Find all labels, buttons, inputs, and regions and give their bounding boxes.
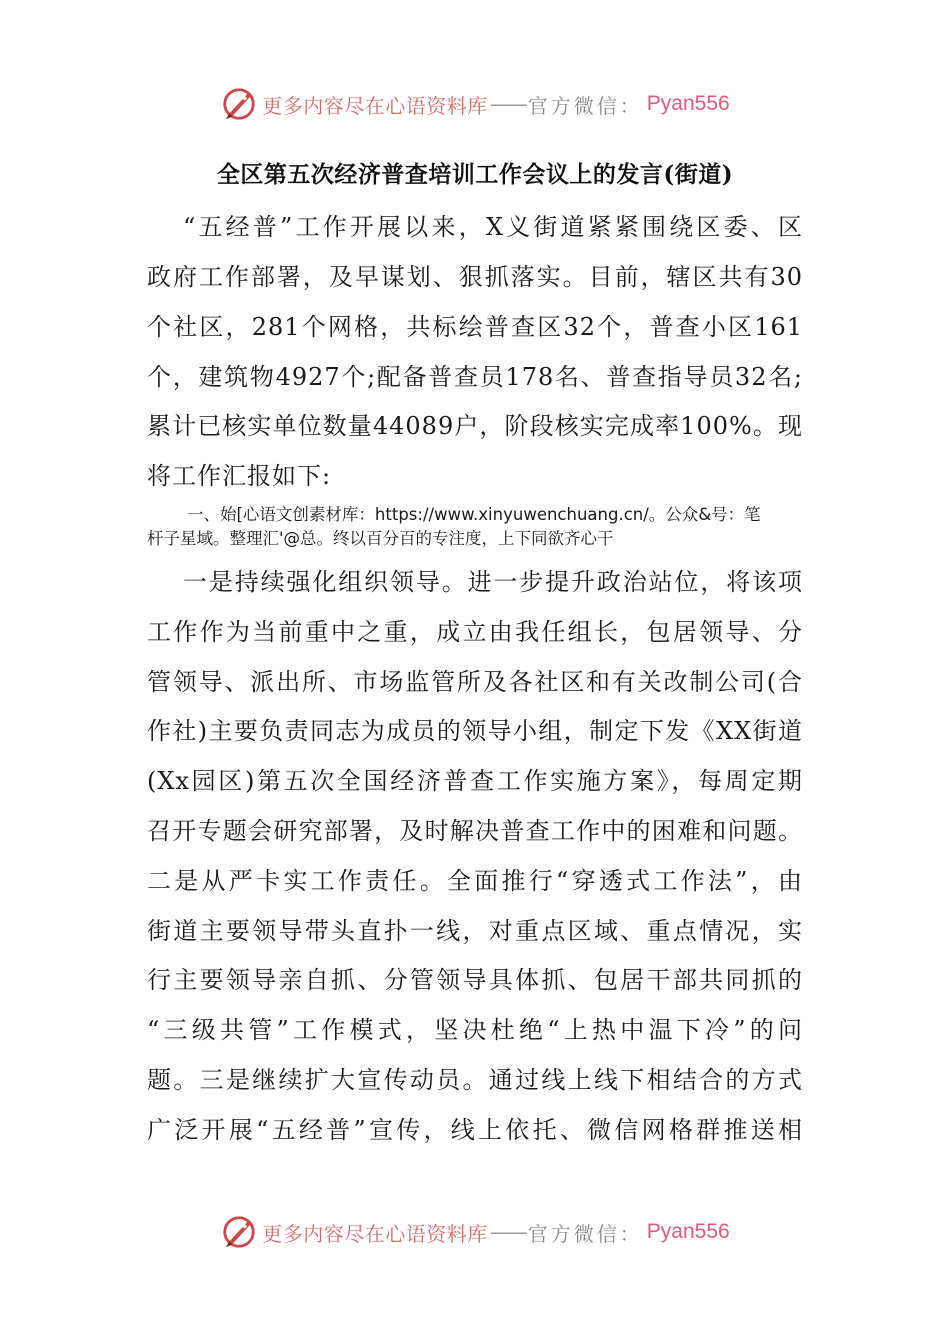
text-line: 召开专题会研究部署，及时解决普查工作中的困难和问题。 bbox=[147, 817, 803, 845]
text-line: 工作作为当前重中之重，成立由我任组长，包居领导、分 bbox=[147, 618, 803, 646]
text-line: 二是从严卡实工作责任。全面推行“穿透式工作法”，由 bbox=[147, 867, 803, 895]
text-line: 个社区，281个网格，共标绘普查区32个，普查小区161 bbox=[147, 313, 803, 341]
banner-wechat-id: Pyan556 bbox=[646, 1220, 730, 1243]
text-line: 一是持续强化组织领导。进一步提升政治站位，将该项 bbox=[183, 568, 803, 596]
text-line: 街道主要领导带头直扑一线，对重点区域、重点情况，实 bbox=[147, 917, 803, 945]
text-line: 累计已核实单位数量44089户，阶段核实完成率100%。现 bbox=[147, 412, 803, 440]
text-line: 行主要领导亲自抓、分管领导具体抓、包居干部共同抓的 bbox=[147, 966, 803, 994]
banner-dash: —— bbox=[489, 1220, 526, 1244]
text-line: 政府工作部署，及早谋划、狠抓落实。目前，辖区共有30 bbox=[147, 263, 803, 291]
text-line: “三级共管”工作模式，坚决杜绝“上热中温下冷”的问 bbox=[147, 1016, 803, 1044]
text-line: 个，建筑物4927个;配备普查员178名、普查指导员32名; bbox=[147, 363, 803, 391]
banner-dash: —— bbox=[489, 92, 526, 116]
text-line: 作社)主要负责同志为成员的领导小组，制定下发《XX街道 bbox=[147, 717, 803, 745]
banner-official-label: 官方微信： bbox=[527, 1221, 643, 1246]
header-banner bbox=[0, 84, 950, 124]
pen-nib-logo-icon bbox=[220, 85, 258, 123]
banner-official-label: 官方微信： bbox=[527, 93, 643, 118]
text-line: 广泛开展“五经普”宣传，线上依托、微信网格群推送相 bbox=[147, 1116, 803, 1144]
text-line: (Xx园区)第五次全国经济普查工作实施方案》，每周定期 bbox=[147, 767, 803, 795]
banner-text: 更多内容尽在心语资料库 bbox=[262, 93, 488, 118]
document-title: 全区第五次经济普查培训工作会议上的发言(街道) bbox=[216, 161, 734, 188]
banner-text: 更多内容尽在心语资料库 bbox=[262, 1221, 488, 1246]
text-line: 将工作汇报如下: bbox=[147, 462, 332, 490]
banner-wechat-id: Pyan556 bbox=[646, 92, 730, 115]
section-heading-line-2: 杆子星域。整理汇'@总。终以百分百的专注度，上下同欲齐心干 bbox=[147, 529, 614, 548]
pen-nib-logo-icon bbox=[220, 1213, 258, 1251]
section-heading-line-1: 一、始[心语文创素材库：https://www.xinyuwenchuang.cn/。公众&号：笔 bbox=[187, 505, 761, 524]
text-line: 管领导、派出所、市场监管所及各社区和有关改制公司(合 bbox=[147, 668, 803, 696]
text-line: 题。三是继续扩大宣传动员。通过线上线下相结合的方式 bbox=[147, 1066, 803, 1094]
footer-banner bbox=[0, 1212, 950, 1252]
text-line: “五经普”工作开展以来，X义街道紧紧围绕区委、区 bbox=[183, 213, 803, 241]
